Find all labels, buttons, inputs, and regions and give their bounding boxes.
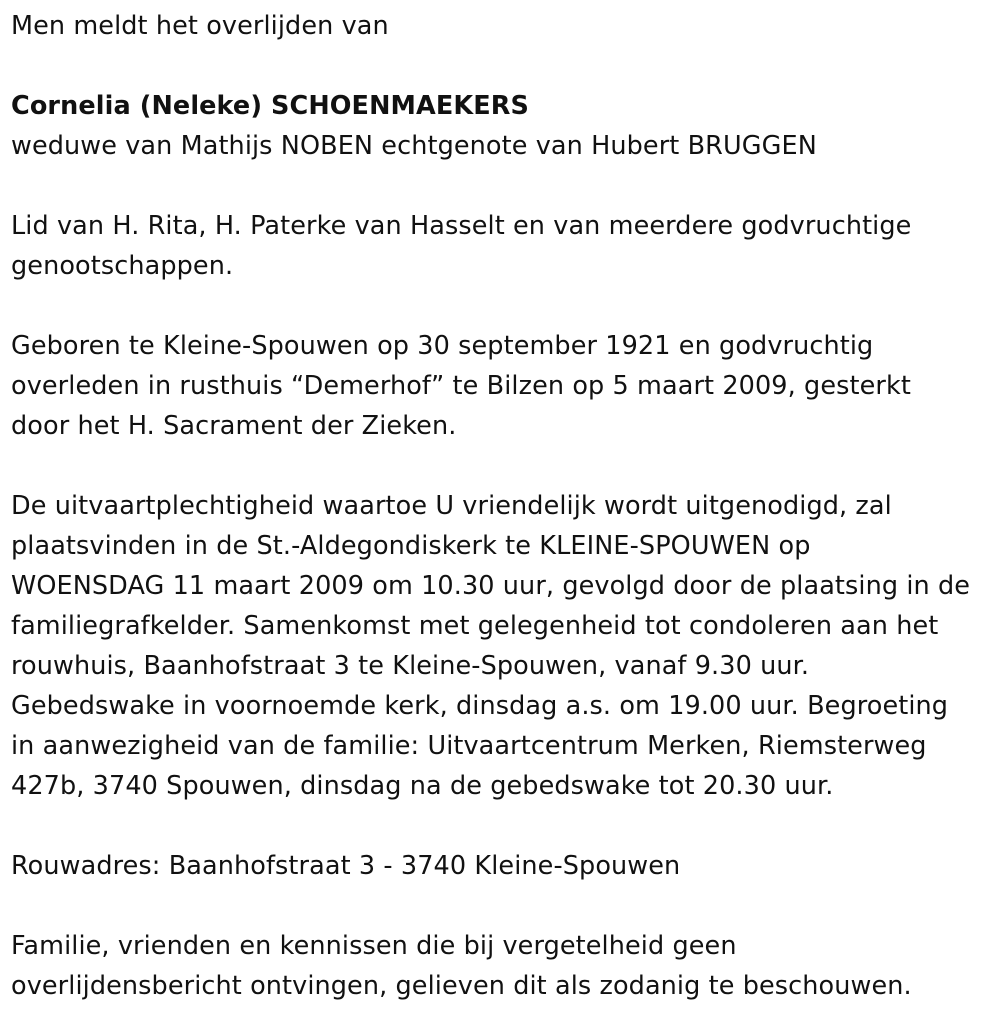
funeral-line: 427b, 3740 Spouwen, dinsdag na de gebedswake tot 20.30 uur. <box>11 771 834 801</box>
funeral-line: De uitvaartplechtigheid waartoe U vriendelijk wordt uitgenodigd, zal <box>11 491 892 521</box>
closing-line: overlijdensbericht ontvingen, gelieven dit als zodanig te beschouwen. <box>11 971 912 1001</box>
closing-line: Familie, vrienden en kennissen die bij vergetelheid geen <box>11 931 737 961</box>
paragraph-gap <box>11 886 996 926</box>
obituary-notice <box>11 6 996 1006</box>
funeral-paragraph <box>11 486 996 806</box>
membership-line: Lid van H. Rita, H. Paterke van Hasselt en van meerdere godvruchtige <box>11 211 912 241</box>
birth-death-paragraph <box>11 326 996 446</box>
address-line: Rouwadres: Baanhofstraat 3 - 3740 Kleine-Spouwen <box>11 851 681 881</box>
membership-line: genootschappen. <box>11 251 234 281</box>
closing-paragraph <box>11 926 996 1006</box>
paragraph-gap <box>11 166 996 206</box>
paragraph-gap <box>11 286 996 326</box>
birth-death-line: Geboren te Kleine-Spouwen op 30 september 1921 en godvruchtig <box>11 331 874 361</box>
membership-paragraph <box>11 206 996 286</box>
paragraph-gap <box>11 446 996 486</box>
funeral-line: in aanwezigheid van de familie: Uitvaartcentrum Merken, Riemsterweg <box>11 731 927 761</box>
birth-death-line: door het H. Sacrament der Zieken. <box>11 411 457 441</box>
deceased-name: Cornelia (Neleke) SCHOENMAEKERS <box>11 91 529 121</box>
funeral-line: Gebedswake in voornoemde kerk, dinsdag a.s. om 19.00 uur. Begroeting <box>11 691 949 721</box>
funeral-line: plaatsvinden in de St.-Aldegondiskerk te KLEINE-SPOUWEN op <box>11 531 811 561</box>
birth-death-line: overleden in rusthuis “Demerhof” te Bilzen op 5 maart 2009, gesterkt <box>11 371 911 401</box>
relation-line: weduwe van Mathijs NOBEN echtgenote van Hubert BRUGGEN <box>11 131 817 161</box>
funeral-line: familiegrafkelder. Samenkomst met gelegenheid tot condoleren aan het <box>11 611 939 641</box>
funeral-line: rouwhuis, Baanhofstraat 3 te Kleine-Spouwen, vanaf 9.30 uur. <box>11 651 810 681</box>
paragraph-gap <box>11 806 996 846</box>
funeral-line: WOENSDAG 11 maart 2009 om 10.30 uur, gevolgd door de plaatsing in de <box>11 571 971 601</box>
intro-line: Men meldt het overlijden van <box>11 11 389 41</box>
